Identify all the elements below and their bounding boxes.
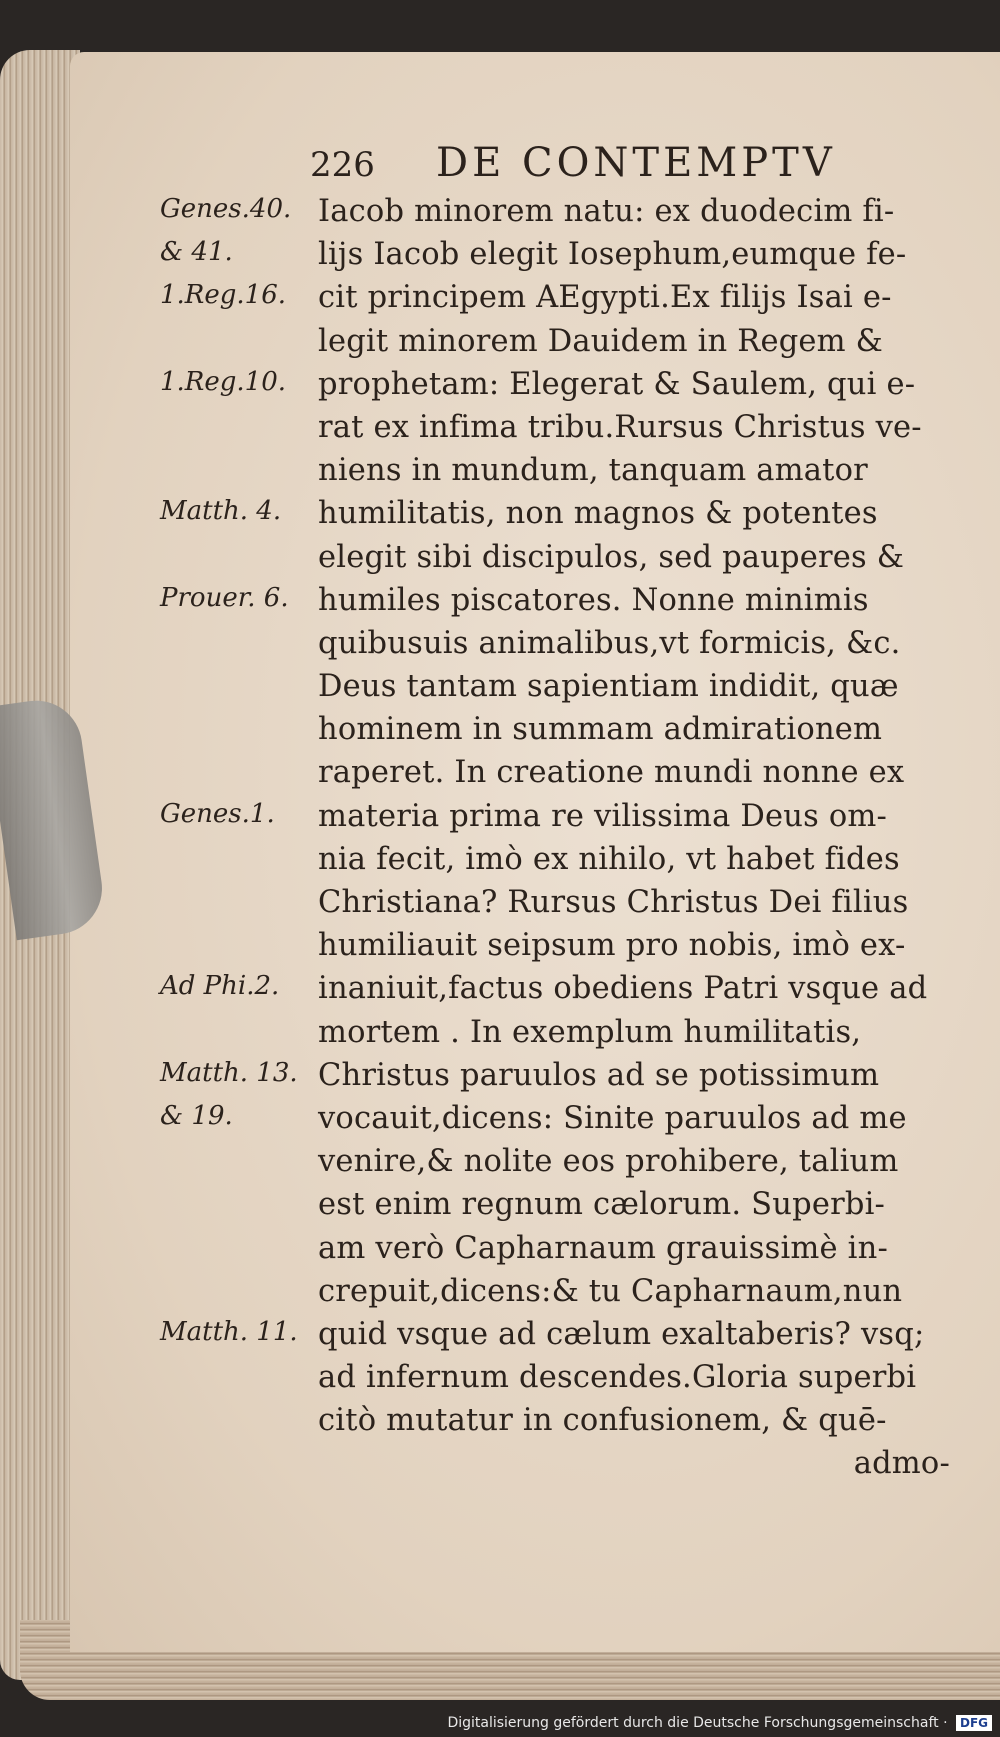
digitization-credit: Digitalisierung gefördert durch die Deutsche Forschungsgemeinschaft · DFG xyxy=(447,1715,992,1731)
text-line xyxy=(160,1356,960,1399)
line-text: lijs Iacob elegit Iosephum,eumque fe- xyxy=(318,237,907,273)
margin-reference: & 19. xyxy=(160,1100,233,1131)
line-text: est enim regnum cælorum. Superbi- xyxy=(318,1187,886,1223)
text-line xyxy=(160,579,960,622)
text-line xyxy=(160,363,960,406)
text-line xyxy=(160,1399,960,1442)
margin-reference: Matth. 4. xyxy=(160,496,282,527)
margin-reference: 1.Reg.10. xyxy=(160,366,287,397)
line-text: vocauit,dicens: Sinite paruulos ad me xyxy=(318,1100,907,1136)
catchword: admo- xyxy=(853,1446,950,1482)
text-line xyxy=(160,838,960,881)
line-text: materia prima re vilissima Deus om- xyxy=(318,798,888,834)
text-line xyxy=(160,276,960,319)
text-line xyxy=(160,622,960,665)
line-text: citò mutatur in confusionem, & quē- xyxy=(318,1403,887,1439)
line-text: am verò Capharnaum grauissimè in- xyxy=(318,1230,888,1266)
text-line xyxy=(160,406,960,449)
line-text: quibusuis animalibus,vt formicis, &c. xyxy=(318,625,901,661)
text-line xyxy=(160,1011,960,1054)
line-text: humiles piscatores. Nonne minimis xyxy=(318,582,869,618)
text-line xyxy=(160,190,960,233)
credit-text: Digitalisierung gefördert durch die Deutsche Forschungsgemeinschaft xyxy=(447,1715,939,1731)
line-text: venire,& nolite eos prohibere, talium xyxy=(318,1144,899,1180)
margin-reference: Prouer. 6. xyxy=(160,582,289,613)
text-line xyxy=(160,881,960,924)
line-text: nia fecit, imò ex nihilo, vt habet fides xyxy=(318,841,900,877)
line-text: cit principem AEgypti.Ex filijs Isai e- xyxy=(318,280,892,316)
line-text: inaniuit,factus obediens Patri vsque ad xyxy=(318,971,928,1007)
line-text: ad infernum descendes.Gloria superbi xyxy=(318,1360,917,1396)
line-text: hominem in summam admirationem xyxy=(318,712,883,748)
text-body xyxy=(160,190,960,1486)
margin-reference: Matth. 11. xyxy=(160,1316,298,1347)
line-text: quid vsque ad cælum exaltaberis? vsq; xyxy=(318,1316,925,1352)
dfg-logo: DFG xyxy=(956,1715,992,1731)
line-text: humiliauit seipsum pro nobis, imò ex- xyxy=(318,928,906,964)
margin-reference: Ad Phi.2. xyxy=(160,971,280,1002)
text-line xyxy=(160,1270,960,1313)
line-text: crepuit,dicens:& tu Capharnaum,nun xyxy=(318,1273,903,1309)
margin-reference: & 41. xyxy=(160,237,233,268)
text-line xyxy=(160,449,960,492)
text-line xyxy=(160,1097,960,1140)
line-text: Iacob minorem natu: ex duodecim fi- xyxy=(318,194,895,229)
line-text: raperet. In creatione mundi nonne ex xyxy=(318,755,905,791)
text-line xyxy=(160,665,960,708)
text-line xyxy=(160,1183,960,1226)
line-text: mortem . In exemplum humilitatis, xyxy=(318,1014,862,1050)
line-text: niens in mundum, tanquam amator xyxy=(318,453,868,489)
text-line xyxy=(160,320,960,363)
running-title: DE CONTEMPTV xyxy=(436,140,836,186)
text-line xyxy=(160,1054,960,1097)
text-line xyxy=(160,967,960,1010)
page-number: 226 xyxy=(310,145,375,185)
page-header xyxy=(310,140,836,186)
line-text: legit minorem Dauidem in Regem & xyxy=(318,323,884,359)
text-line xyxy=(160,1227,960,1270)
margin-reference: Genes.1. xyxy=(160,798,275,829)
line-text: prophetam: Elegerat & Saulem, qui e- xyxy=(318,366,916,402)
line-text: humilitatis, non magnos & potentes xyxy=(318,496,878,532)
text-line xyxy=(160,492,960,535)
text-line xyxy=(160,536,960,579)
text-line xyxy=(160,924,960,967)
text-line xyxy=(160,233,960,276)
text-line xyxy=(160,1140,960,1183)
margin-reference: Matth. 13. xyxy=(160,1057,298,1088)
text-line xyxy=(160,708,960,751)
line-text: rat ex infima tribu.Rursus Christus ve- xyxy=(318,409,922,445)
text-line xyxy=(160,795,960,838)
line-text: Christiana? Rursus Christus Dei filius xyxy=(318,885,909,920)
catchword-row xyxy=(160,1442,960,1485)
line-text: Christus paruulos ad se potissimum xyxy=(318,1057,880,1093)
margin-reference: 1.Reg.16. xyxy=(160,280,287,311)
text-line xyxy=(160,751,960,794)
line-text: Deus tantam sapientiam indidit, quæ xyxy=(318,669,899,705)
margin-reference: Genes.40. xyxy=(160,194,292,224)
line-text: elegit sibi discipulos, sed pauperes & xyxy=(318,539,905,575)
text-line xyxy=(160,1313,960,1356)
